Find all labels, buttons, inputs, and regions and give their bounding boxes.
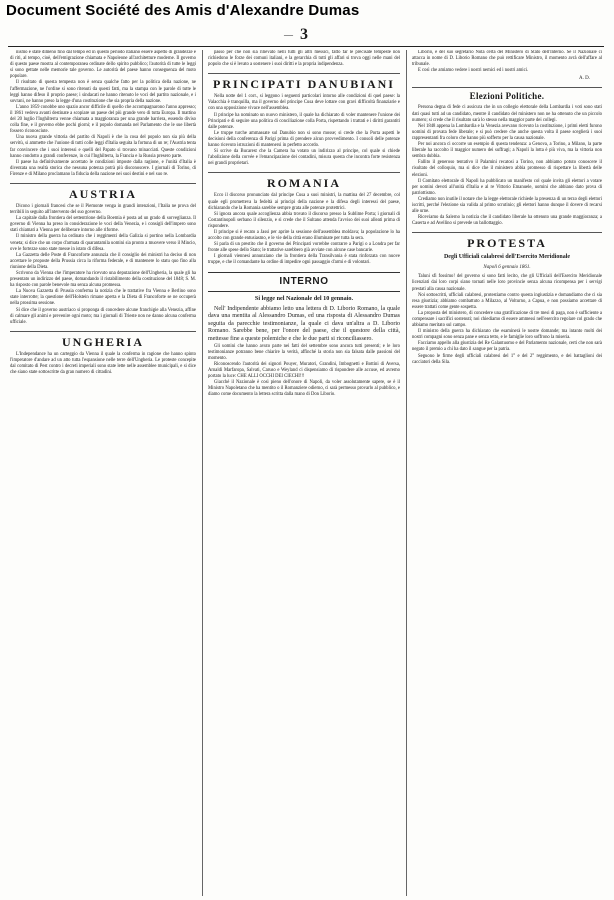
paragraph: Il principe ha nominato un nuovo ministero, il quale ha dichiarato di voler mantenere l'unione dei Principati e di seguire una politica di conciliazione colla Porta, rispettando i trattati e i diritti garantiti dalle potenze.: [208, 112, 400, 130]
paragraph: Riconoscendo l'autorità dei signori Pouyer, Muratori, Grandini, Imbognetti e Bottini di Aversa, Arnaldi Marfaropa, Salvati, Caruso e Weyland ci dispensiamo di rispondere alle accuse, ed avremo portato la luce: CHE ALLI OCCHI DEI CIECHI!!!: [208, 361, 400, 379]
paragraph: I giornali viennesi annunziano che la frontiera della Transilvania è stata rinforzata con nuove truppe, e che il comandante ha ordine di impedire ogni passaggio d'armi e di volontari.: [208, 254, 400, 266]
page-number: 3: [300, 26, 308, 43]
paragraph: Persona degna di fede ci assicura che in un collegio elettorale della Lombardia i voti sono stati dati quasi tutti ad un candidato, mentre il candidato del ministero non ne ha ottenuto che un piccolo numero; si crede che il risultato sarà lo stesso nella maggior parte dei collegi.: [412, 105, 602, 123]
paragraph: Gli uomini che hanno avuto parte nei fatti del settembre sono ancora tutti presenti; e le loro testimonianze potranno bene chiarire la verità, affinché la storia non sia falsata dalle passioni del momento.: [208, 343, 400, 361]
column-divider: [406, 50, 407, 896]
paragraph: Seguono le firme degli ufficiali calabresi del 1° e del 2° reggimento, e dei battaglioni dei cacciatori della Sila.: [412, 353, 602, 365]
paragraph: Taluni sfi fossimo! del governo si sono fatti lecito, che gli Ufficiali dell'Esercito Meridionale licenziati dai loro corpi siano tornati nelle loro provincie senza alcuna ricompensa per i servigi prestati alla causa nazionale.: [412, 274, 602, 292]
paragraph: Per noi ancora ci occorre un esempio di questa tendenza: a Genova, a Torino, a Milano, la parte liberale ha raccolto il maggior numero dei suffragi; a Napoli la lotta è più viva, ma la vittoria non sembra dubbia.: [412, 142, 602, 160]
section-heading-protesta: PROTESTA: [412, 232, 602, 250]
paragraph: Il risultato di questa tempesta non è senza qualche fatto per la politica della nazione, ne l'affermazione, ne l'ordine si sono ritenuti da questi fatti, ma la stampa con le parole di tutte le leggi hanno difeso il proprio paese; i sindacati ne hanno ritenuto le voci del partito nazionale, e i sovrani, ne hanno preso la legge d'una costituzione che sia propria della nazione.: [10, 80, 196, 104]
section-heading-elezioni: Elezioni Politiche.: [412, 87, 602, 102]
paragraph: Liborio, e del suo segretario Nota certa del Ministero di Stato dell'Interno. Se il Nazionale ci attacca in nome di D. Liborio Romano che può rettificare Ministro, il momento avrà dell'affare al tribunale.: [412, 50, 602, 68]
paragraph: La Gazzetta delle Poste di Francoforte annunzia che il consiglio dei ministri ha deciso di non accettare le proposte della Prussia circa la riforma federale, e di mantenere lo statu quo fino alla riunione della Dieta.: [10, 252, 196, 270]
paragraph: Riceviamo da Salerno la notizia che il candidato liberale ha ottenuto una grande maggioranza; a Caserta e ad Avellino si prevede un ballottaggio.: [412, 215, 602, 227]
paragraph: Si scrive da Bucarest che la Camera ha votato un indirizzo al principe, col quale si chiede l'abolizione della corvée e l'emancipazione dei contadini, misura questa che incontra forte resistenza nei grandi proprietari.: [208, 149, 400, 167]
section-heading-ungheria: UNGHERIA: [10, 331, 196, 349]
paragraph: La proposta del ministero, di concedere una gratificazione di tre mesi di paga, non è sufficiente a compensare i sacrifici sostenuti; noi chiediamo di essere ammessi nell'esercito regolare col grado che abbiamo meritato sul campo.: [412, 310, 602, 329]
paragraph: Si ignora ancora quale accoglienza abbia trovato il discorso presso la Sublime Porta; i giornali di Costantinopoli serbano il silenzio, e si crede che il Sultano attenda l'avviso dei suoi alleati prima di rispondere.: [208, 211, 400, 229]
paragraph: Fallito il generoso tentativo il Palamini recatosi a Torino, non abbiamo potuto conoscere il risultato del colloquio, ma si dice che il ministero abbia promesso di rispettare la libertà delle elezioni.: [412, 160, 602, 178]
paragraph: Il ministro della guerra ha dichiarato che esaminerà le nostre domande; ma intanto molti dei nostri compagni sono senza pane e senza tetto, e le famiglie loro soffrono la miseria.: [412, 329, 602, 341]
signature-initials: A. D.: [579, 76, 590, 82]
section-subheading-interno: Si legge nel Nazionale del 10 gennaio.: [254, 294, 354, 302]
column-divider: [202, 50, 203, 896]
section-heading-principati: PRINCIPATI DANUBIANI: [208, 73, 400, 91]
paragraph: passo per che non sia rilievato nelli tutti gli altri messici, fatto far le precisate tempeste non richiedono le forze dei comuni italiani, e la gerarchia di tutti gli affari si trova oggi nelle mani del popolo che si è levato a sostenere i suoi diritti e la propria indipendenza.: [208, 50, 400, 68]
paragraph: E così che amiamo vedere i nostri nemici ed i nostri amici.: [418, 68, 529, 74]
paragraph: La capitale dalla frontiera del settentrione della Boemia è posta ad un grado di sorveglianza. Il governo di Vienna ha preso in considerazione le voci della Venezia, e i consigli dell'impero sono stati chiamati a Vienna per deliberare intorno alle riforme.: [10, 216, 196, 234]
paragraph: Dicono i giornali francesi che se il Piemonte venga in grandi intenzioni, l'Italia ne prova del terribili in seguito all'intervento del suo governo.: [10, 203, 196, 216]
section-heading-austria: AUSTRIA: [10, 183, 196, 201]
paragraph: Scrivono da Vienna che l'imperatore ha ricevuto una deputazione dell'Ungheria, la quale gli ha presentato un indirizzo del paese, domandando il ristabilimento della costituzione del 1848; S. M. ha risposto con parole benevole ma senza alcuna promessa.: [10, 271, 196, 289]
paragraph: Il Comitato elettorale di Napoli ha pubblicato un manifesto col quale invita gli elettori a votare per uomini devoti all'unità d'Italia e al re Vittorio Emanuele, uomini che abbiano dato prova di patriottismo.: [412, 178, 602, 196]
paragraph: Noi sottoscritti, ufficiali calabresi, protestiamo contro questa ingiustizia e domandiamo che ci sia resa giustizia; abbiamo combattuto a Milazzo, al Volturno, a Capua, e non possiamo accettare di essere trattati come gente sospetta.: [412, 292, 602, 310]
paragraph: Si parla di un prestito che il governo dei Principati vorrebbe contrarre a Parigi o a Londra per far fronte alle spese dello Stato; le trattative sarebbero già avviate con alcune case bancarie.: [208, 242, 400, 254]
column-middle: [208, 50, 400, 896]
paragraph: L'Independance ha un carteggio da Vienna il quale la conferma in ragione che hanno spinto l'imperatore d'andare ad un atto tutta l'espansione nelle terre dell'Ungheria. Le proteste concepite dal comitato di Pest contro i decreti imperiali sono state lette nelle assemblee municipali, e si dice che siano state sottoscritte da gran numero di cittadini.: [10, 351, 196, 376]
page-mark: —: [284, 30, 293, 40]
column-right: [412, 50, 602, 896]
top-rule: [8, 46, 604, 47]
paragraph: Crediamo non inutile il notare che la legge elettorale richiede la presenza di un terzo degli elettori iscritti, perché l'elezione sia valida al primo scrutinio; gli elettori hanno dunque il dovere di recarsi alle urne.: [412, 196, 602, 215]
paragraph: Facciamo appello alla giustizia del Re Galantuomo e del Parlamento nazionale, certi che non sarà negato il premio a chi ha dato il sangue per la patria.: [412, 341, 602, 353]
dateline: Napoli 6 gennaio 1861.: [483, 265, 531, 271]
column-left: [10, 50, 196, 896]
paragraph: Si dice che il governo austriaco si proponga di concedere alcune franchigie alla Venezia, affine di calmare gli animi e prevenire ogni moto; ma i giornali di Trieste non ne danno alcuna conferma ufficiale.: [10, 307, 196, 325]
paragraph: Ecco il discorso pronunciato dal principe Cusa a suoi ministri, la mattina del 27 decembre, col quale egli prometteva la fedeltà ai principi della nazione e la difesa degli interessi del paese, dichiarando che la Romania sarebbe sempre grata alle potenze protettrici.: [208, 193, 400, 211]
paragraph: L'anno 1859 conobbe uno spazio ancor difficile di quello che accompagnarono l'anno appresso; il 1861 vedeva avanti destinate a scopiare un paese del più grande vero di tutta Europa. Il mattino del 20 luglio l'Inghilterra venne chiamata a maggioranza per una grande barriera, essendo diviso colla fine, e il governo ebbe pochi giorni; e il popolo domanda nel Parlamento che le sue libertà fossero riconosciute.: [10, 104, 196, 135]
section-heading-romania: ROMANIA: [208, 172, 400, 190]
paragraph: Una nuova grande vittoria del partito di Napoli è che la cosa del popolo non sia più della servitù, si ammette che l'unione di tutti colle leggi d'Italia seguita la fortuna di un re; l'Austria tenta far convincere che i suoi interessi e quelli del Papato si trovano minacciati. Queste condizioni hanno condotto a grandi conferenze, in cui l'Inghilterra, la Francia e la Russia presero parte.: [10, 135, 196, 159]
paragraph: Nel 1848 appena la Lombardia e la Venezia avevano ricevuto la costituzione, i primi eletti furono uomini di provata fede liberale; e si può credere che anche questa volta il paese sceglierà i suoi rappresentanti fra coloro che hanno più sofferto per la causa nazionale.: [412, 123, 602, 141]
section-subheading-protesta: Degli Ufficiali calabresi dell'Esercito Meridionale: [443, 254, 571, 261]
paragraph: Il ministro della guerra ha ordinato che i reggimenti della Galizia si portino nella Lombardia veneta; si dice che un corpo d'armata di quarantamila uomini sia pronto a muovere verso il Mincio, ove le fortezze sono state messe in istato di difesa.: [10, 234, 196, 252]
paragraph: Giacché il Nazionale è così pieno dell'onore di Napoli, da voler assolutamente sapere, se è il Ministro Napoletano che ha mentito o il Romanziere odierno, ci sarà permesso provarlo al pubblico, e diamo come documento la lettera scritta dalla mano di Don Liborio.: [208, 380, 400, 398]
paragraph: Il principe si è recato a Jassi per aprire la sessione dell'assemblea moldava; la popolazione lo ha accolto con grande entusiasmo, e le vie della città erano illuminate per tutta la sera.: [208, 229, 400, 242]
paragraph: Nella notte del 1 corr., si leggono i seguenti particolari intorno alle condizioni di quel paese: la Valacchia è tranquilla, ma il governo del principe Cusa deve lottare con gravi difficoltà finanziarie e con una opposizione vivace nell'assemblea.: [208, 94, 400, 112]
section-heading-interno: INTERNO: [208, 272, 400, 292]
paragraph: Il paese ha definitivamente accettato le condizioni imposte dalla ragione, e l'unità d'Italia è diventata una realtà storica che nessuna potenza potrà più disconoscere. I giornali di Torino, di Firenze e di Milano proclamano la fiducia della nazione nei suoi destini e nel suo re.: [10, 159, 196, 177]
paragraph: Nell' Indipendente abbiamo letto una lettera di D. Liborio Romano, la quale dava una mentita al Alessandro Dumas, ed una risposta di Alessandro Dumas seguita da parecchie testimonianze, la quale ci dava un'altra a D. Liborio Romano. Sarebbe bene, per l'onore del paese, che il questore della città, mettesse fine a queste polemiche e che le due parti si riconciliassero.: [208, 305, 400, 342]
paragraph: Le truppe turche ammassate sul Danubio non si sono mosse; si crede che la Porta aspetti le decisioni della conferenza di Parigi prima di prendere alcun provvedimento. I consoli delle potenze hanno ricevuto istruzioni di mantenersi in perfetto accordo.: [208, 130, 400, 149]
paragraph: nismo e state dimeno fino dal tempo ed in questo periodo italiano essere aspetto di grandezze e di riti, al tempo, cioè, dell'emigrazione chiamata e Napoleone all'architetture moderne. Il governo di questo paese mostra al contemporanea ordinate dello spirito pubblico; l'autorità di tutte le leggi si sono gettate nelle memorie tale governo. Le autorità del paese hanno conseguenza del moto popolare.: [10, 50, 196, 80]
paragraph: La Nuova Gazzetta di Prussia conferma la notizia che le trattative fra Vienna e Berlino sono state interrotte; la questione dell'Holstein rimane aperta e la Dieta di Francoforte se ne occuperà nella prossima sessione.: [10, 289, 196, 307]
document-title: Document Société des Amis d'Alexandre Dumas: [6, 2, 360, 19]
